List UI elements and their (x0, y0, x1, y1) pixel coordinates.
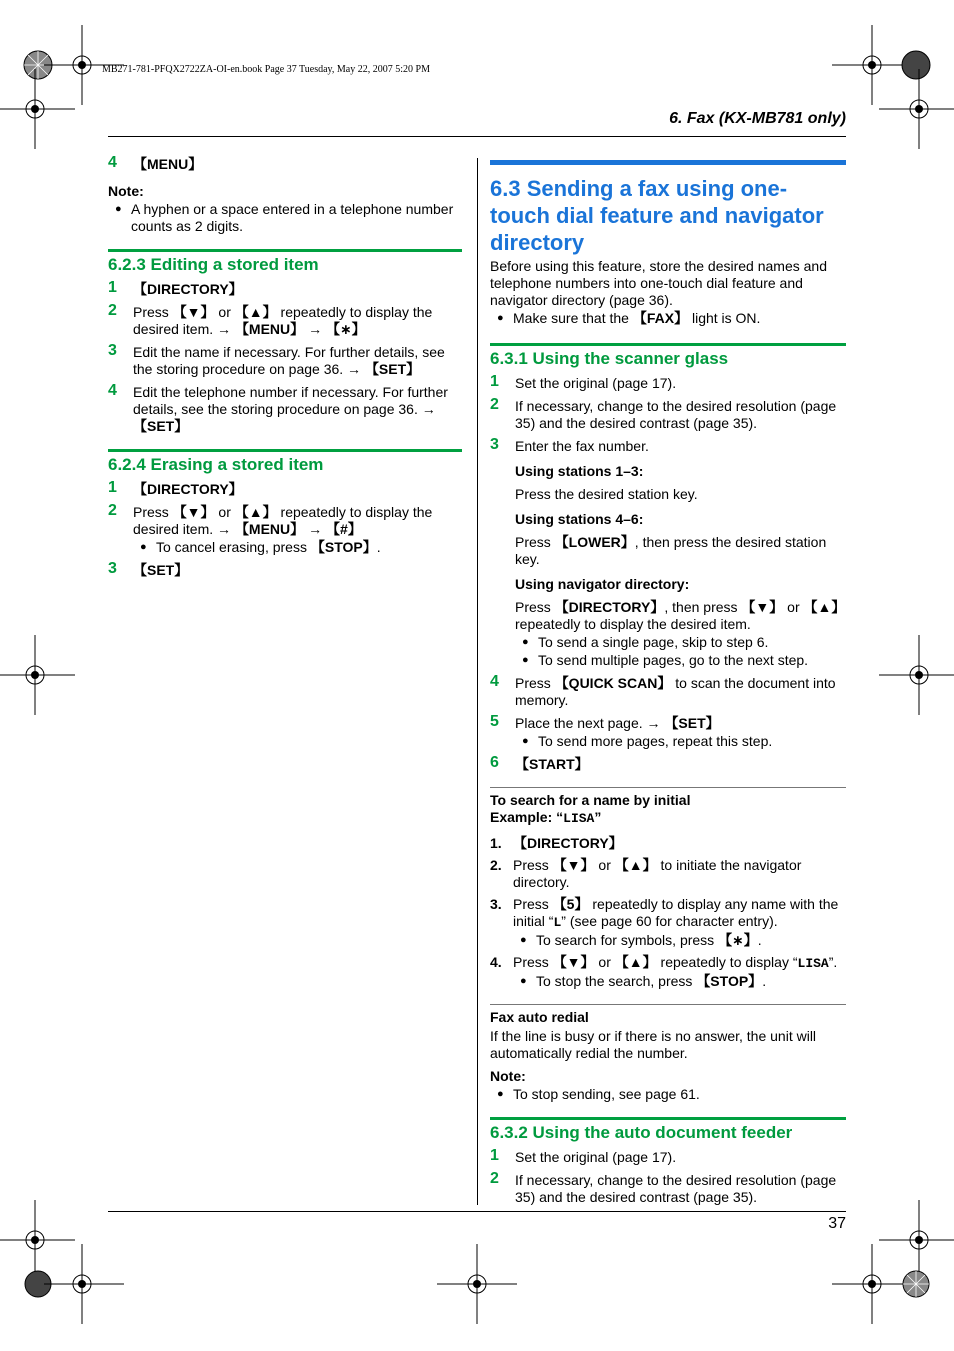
section-title-scanner: 6.3.1 Using the scanner glass (490, 349, 729, 368)
set-key: 【SET】 (133, 562, 189, 578)
text: , then press the desired station key. (515, 534, 827, 567)
directory-key: 【DIRECTORY】 (133, 281, 243, 297)
pound-key: 【#】 (325, 521, 362, 537)
lower-key: 【LOWER】 (554, 534, 635, 550)
text: or (594, 857, 615, 873)
step-number: 2 (490, 396, 499, 413)
step (108, 344, 462, 378)
bullet-text: To send multiple pages, go to the next step. (538, 652, 809, 668)
text: Press (513, 857, 553, 873)
bullet-text: To send a single page, skip to step 6. (538, 634, 769, 650)
step (490, 375, 846, 392)
text: Press (513, 896, 553, 912)
left-column (108, 152, 462, 579)
name-value: LISA (797, 956, 829, 971)
bullet-icon: ● (520, 934, 527, 946)
step-text: or (214, 504, 235, 520)
step-bullet (515, 634, 846, 651)
text: . (833, 954, 838, 970)
arrow-icon: → (217, 521, 232, 537)
step (108, 281, 462, 298)
step-number: 5 (490, 713, 499, 730)
bullet-text: To cancel erasing, press (156, 539, 311, 555)
list-item (490, 896, 846, 949)
step-text: Set the original (page 17). (515, 1149, 677, 1165)
divider (490, 787, 846, 788)
note-bullet (108, 201, 462, 235)
crosshair-mark-icon (879, 69, 954, 149)
step-text: repeatedly to display the desired item. (133, 304, 433, 337)
step-text: Set the original (page 17). (515, 375, 677, 391)
bullet-icon: ● (115, 203, 122, 215)
search-heading: To search for a name by initial (490, 792, 691, 808)
arrow-icon: → (308, 521, 323, 537)
step (490, 398, 846, 432)
step-text: or (214, 304, 235, 320)
list-bullet (513, 932, 846, 949)
note-bullet (490, 1086, 846, 1103)
step (108, 384, 462, 435)
set-key: 【SET】 (364, 361, 421, 377)
menu-key: 【MENU】 (234, 321, 305, 337)
step-number: 2 (490, 1170, 499, 1187)
step-text: Edit the telephone number if necessary. For further details, see the storing procedure on page 36. (133, 384, 448, 417)
step-number: 4 (108, 154, 117, 171)
bullet-icon: ● (522, 654, 529, 666)
text: Press (515, 599, 555, 615)
directory-key: 【DIRECTORY】 (513, 835, 623, 851)
step-number: 3 (490, 436, 499, 453)
initial-value: L (553, 915, 562, 930)
bullet-text: To search for symbols, press (536, 932, 719, 948)
step (108, 304, 462, 338)
step-text (515, 599, 846, 633)
section-rule (490, 1117, 846, 1120)
step (108, 481, 462, 498)
step-text: Place the next page. (515, 715, 647, 731)
step-number: 3 (108, 560, 117, 577)
step-text: to scan the document into memory. (515, 675, 836, 708)
down-key: 【▼】 (552, 857, 595, 873)
bullet-icon: ● (522, 636, 529, 648)
quote: “ (792, 954, 798, 970)
directory-key: 【DIRECTORY】 (133, 481, 243, 497)
step (490, 756, 846, 773)
note-label: Note: (108, 183, 144, 199)
redial-heading: Fax auto redial (490, 1009, 589, 1025)
step-bullet (515, 652, 846, 669)
up-key: 【▲】 (614, 954, 657, 970)
text: repeatedly to display the desired item. (515, 616, 751, 632)
bullet-text: To stop the search, press (536, 973, 697, 989)
section-rule (490, 343, 846, 346)
step-number: 2 (108, 502, 117, 519)
start-key: 【START】 (515, 756, 589, 772)
step-text: Press (133, 504, 173, 520)
crosshair-mark-icon (0, 69, 75, 149)
file-info: MB271-781-PFQX2722ZA-OI-en.book Page 37 Tuesday, May 22, 2007 5:20 PM (102, 64, 430, 75)
step-number: 4 (108, 382, 117, 399)
divider (490, 1004, 846, 1005)
bullet-text: . (757, 932, 762, 948)
example-label: Example: (490, 809, 557, 825)
step (108, 156, 462, 173)
text: repeatedly to display any name with the initial (513, 896, 839, 929)
step-number: 1 (490, 1147, 499, 1164)
step-bullet (133, 539, 462, 556)
section-rule (490, 160, 846, 165)
section-rule (108, 249, 462, 252)
section-title-editing: 6.2.3 Editing a stored item (108, 255, 319, 274)
bullet-icon: ● (497, 312, 504, 324)
fax-key: 【FAX】 (632, 310, 689, 326)
up-key: 【▲】 (234, 304, 277, 320)
list-item (490, 954, 846, 990)
step-number: 6 (490, 754, 499, 771)
quote: ” (594, 809, 602, 825)
text: or (594, 954, 615, 970)
step (108, 504, 462, 556)
crosshair-mark-icon (0, 635, 75, 715)
text: to initiate the navigator directory. (513, 857, 802, 890)
example-value: LISA (563, 811, 595, 826)
arrow-icon: → (217, 321, 232, 337)
step-text: Enter the fax number. (515, 438, 649, 454)
list-number: 4. (490, 954, 502, 970)
arrow-icon: → (646, 715, 661, 731)
step-number: 2 (108, 302, 117, 319)
quote: “ (556, 809, 564, 825)
bullet-text: . (762, 973, 767, 989)
text: Press (513, 954, 553, 970)
bullet-text: light is ON. (688, 310, 761, 326)
down-key: 【▼】 (552, 954, 595, 970)
bullet-text: To send more pages, repeat this step. (538, 733, 773, 749)
quote: ” (828, 954, 834, 970)
note-label: Note: (490, 1068, 526, 1084)
section-title-sending: 6.3 Sending a fax using one-touch dial feature and navigator directory (490, 176, 824, 255)
step-number: 1 (490, 373, 499, 390)
list-bullet (513, 973, 846, 990)
menu-key: 【MENU】 (234, 521, 305, 537)
set-key: 【SET】 (664, 715, 720, 731)
page-number: 37 (828, 1215, 846, 1232)
star-key: 【∗】 (718, 932, 758, 948)
step-text: Edit the name if necessary. For further details, see the storing procedure on page 36. (133, 344, 445, 377)
step-number: 1 (108, 279, 117, 296)
step-number: 4 (490, 673, 499, 690)
arrow-icon: → (421, 401, 436, 417)
text: , then press (664, 599, 742, 615)
step-number: 3 (108, 342, 117, 359)
step-text (515, 534, 846, 568)
step-text: repeatedly to display the desired item. (133, 504, 433, 537)
directory-key: 【DIRECTORY】 (554, 599, 665, 615)
step-text: Press (133, 304, 173, 320)
arrow-icon: → (347, 361, 362, 377)
bullet-icon: ● (520, 975, 527, 987)
list-number: 3. (490, 896, 502, 912)
step (490, 438, 846, 669)
step (490, 1149, 846, 1166)
section-title-erasing: 6.2.4 Erasing a stored item (108, 455, 324, 474)
text: or (783, 599, 804, 615)
chapter-title: 6. Fax (KX-MB781 only) (669, 110, 846, 127)
list-number: 1. (490, 835, 502, 851)
footer-rule (108, 1211, 846, 1212)
down-key: 【▼】 (172, 304, 215, 320)
section-title-adf: 6.3.2 Using the auto document feeder (490, 1123, 793, 1142)
up-key: 【▲】 (614, 857, 657, 873)
set-key: 【SET】 (133, 418, 189, 434)
redial-text: If the line is busy or if there is no answer, the unit will automatically redial the number. (490, 1028, 817, 1061)
text: Press (515, 534, 555, 550)
bullet-icon: ● (140, 541, 147, 553)
stop-key: 【STOP】 (310, 539, 377, 555)
step (490, 675, 846, 709)
menu-key: 【MENU】 (133, 156, 203, 172)
column-divider (477, 158, 478, 1205)
step-bullet (515, 733, 846, 750)
subheading: Using stations 4–6: (515, 511, 644, 527)
arrow-icon: → (308, 321, 323, 337)
step-number: 1 (108, 479, 117, 496)
step (490, 715, 846, 750)
list-number: 2. (490, 857, 502, 873)
down-key: 【▼】 (172, 504, 215, 520)
section-rule (108, 449, 462, 452)
crosshair-mark-icon (879, 635, 954, 715)
text: (see page 60 for character entry). (565, 913, 778, 929)
list-item (490, 857, 846, 891)
step (490, 1172, 846, 1206)
step-text: If necessary, change to the desired resolution (page 35) and the desired contrast (page 35). (515, 1172, 837, 1205)
header-rule (108, 136, 846, 137)
step-text: Press (515, 675, 555, 691)
step-text: Press the desired station key. (515, 486, 698, 502)
intro-bullet (490, 310, 846, 327)
step (108, 562, 462, 579)
registration-mark-icon (876, 1244, 954, 1324)
list-item (490, 835, 846, 852)
down-key: 【▼】 (741, 599, 784, 615)
bullet-icon: ● (497, 1088, 504, 1100)
note-text: A hyphen or a space entered in a telephone number counts as 2 digits. (131, 201, 454, 234)
bullet-icon: ● (522, 735, 529, 747)
quote: “ (548, 913, 554, 929)
quote: ” (561, 913, 566, 929)
bullet-text: . (376, 539, 381, 555)
text: repeatedly to display (656, 954, 793, 970)
stop-key: 【STOP】 (696, 973, 763, 989)
up-key: 【▲】 (234, 504, 277, 520)
crosshair-mark-icon (44, 1244, 124, 1324)
step-text: If necessary, change to the desired resolution (page 35) and the desired contrast (page 35). (515, 398, 837, 431)
up-key: 【▲】 (803, 599, 846, 615)
subheading: Using navigator directory: (515, 576, 690, 592)
crosshair-mark-icon (437, 1244, 517, 1324)
right-column (490, 158, 846, 1206)
star-key: 【∗】 (325, 321, 366, 337)
example-line (490, 809, 846, 827)
five-key: 【5】 (552, 896, 589, 912)
note-text: To stop sending, see page 61. (513, 1086, 700, 1102)
bullet-text: Make sure that the (513, 310, 633, 326)
quick-scan-key: 【QUICK SCAN】 (554, 675, 672, 691)
subheading: Using stations 1–3: (515, 463, 644, 479)
intro-text: Before using this feature, store the desired names and telephone numbers into one-touch dial feature and navigator directory (page 36). (490, 258, 827, 308)
